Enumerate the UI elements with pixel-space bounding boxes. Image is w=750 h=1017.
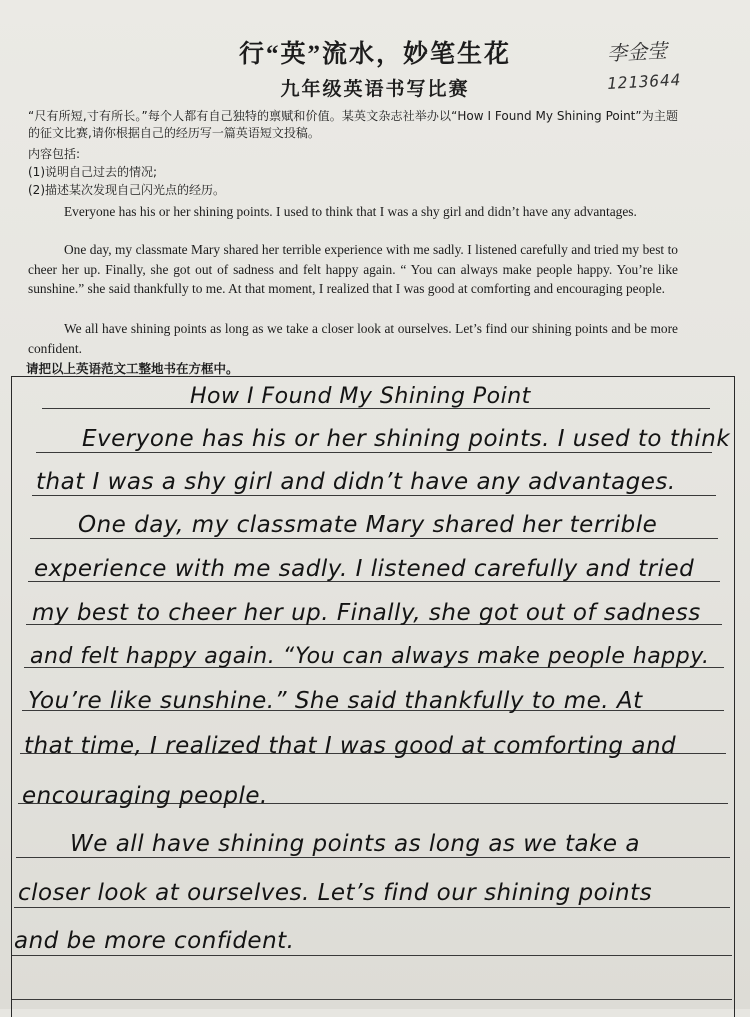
- prompt-item-1: (1)说明自己过去的情况;: [28, 165, 158, 179]
- handwritten-title: How I Found My Shining Point: [190, 384, 531, 409]
- essay-paragraph-3: We all have shining points as long as we take a closer look at ourselves. Let’s find our shining points and be more confident.: [28, 321, 678, 356]
- page-subtitle: 九年级英语书写比赛: [280, 79, 470, 100]
- prompt-intro: “尺有所短,寸有所长。”每个人都有自己独特的禀赋和价值。某英文杂志社举办以“How I Found My Shining Point”为主题的征文比赛,请你根据自己的经历写一篇英语短文投稿。: [28, 109, 678, 140]
- prompt-item-2: (2)描述某次发现自己闪光点的经历。: [28, 183, 225, 197]
- handwritten-line: encouraging people.: [22, 783, 268, 809]
- handwritten-line: experience with me sadly. I listened carefully and tried: [34, 556, 695, 582]
- page-title: 行“英”流水，妙笔生花: [238, 41, 511, 68]
- ruled-line: [16, 857, 730, 858]
- copy-instruction: 请把以上英语范文工整地书在方框中。: [26, 361, 239, 376]
- prompt-content-label: 内容包括:: [28, 147, 81, 161]
- handwritten-line: We all have shining points as long as we take a: [70, 831, 640, 857]
- handwritten-line: and felt happy again. “You can always make people happy.: [30, 644, 710, 669]
- ruled-line: [14, 907, 730, 908]
- essay-paragraph-2: One day, my classmate Mary shared her terrible experience with me sadly. I listened carefully and tried my best to cheer her up. Finally, she got out of sadness and felt happy again. “ You can always make people happy. You’re like sunshine.” she said thankfully to me. At that moment, I realized that I was good at comforting and encouraging people.: [28, 242, 678, 296]
- ruled-line: [32, 495, 716, 496]
- ruled-line: [30, 538, 718, 539]
- handwritten-line: closer look at ourselves. Let’s find our shining points: [18, 880, 653, 906]
- handwritten-line: One day, my classmate Mary shared her terrible: [78, 512, 658, 538]
- handwritten-line: that time, I realized that I was good at comforting and: [24, 733, 677, 759]
- handwritten-line: my best to cheer her up. Finally, she got out of sadness: [32, 600, 701, 626]
- ruled-line: [12, 999, 732, 1000]
- handwritten-line: and be more confident.: [14, 928, 295, 954]
- handwritten-line: You’re like sunshine.” She said thankfully to me. At: [28, 688, 643, 714]
- handwritten-line: that I was a shy girl and didn’t have any advantages.: [36, 469, 676, 495]
- handwritten-line: Everyone has his or her shining points. I used to think: [82, 426, 731, 452]
- ruled-line: [12, 955, 732, 956]
- ruled-line: [36, 452, 712, 453]
- essay-paragraph-1: Everyone has his or her shining points. I used to think that I was a shy girl and didn’t have any advantages.: [64, 204, 637, 219]
- student-signature-id: 1213644: [606, 70, 682, 93]
- student-signature-name: 李金莹: [606, 38, 668, 66]
